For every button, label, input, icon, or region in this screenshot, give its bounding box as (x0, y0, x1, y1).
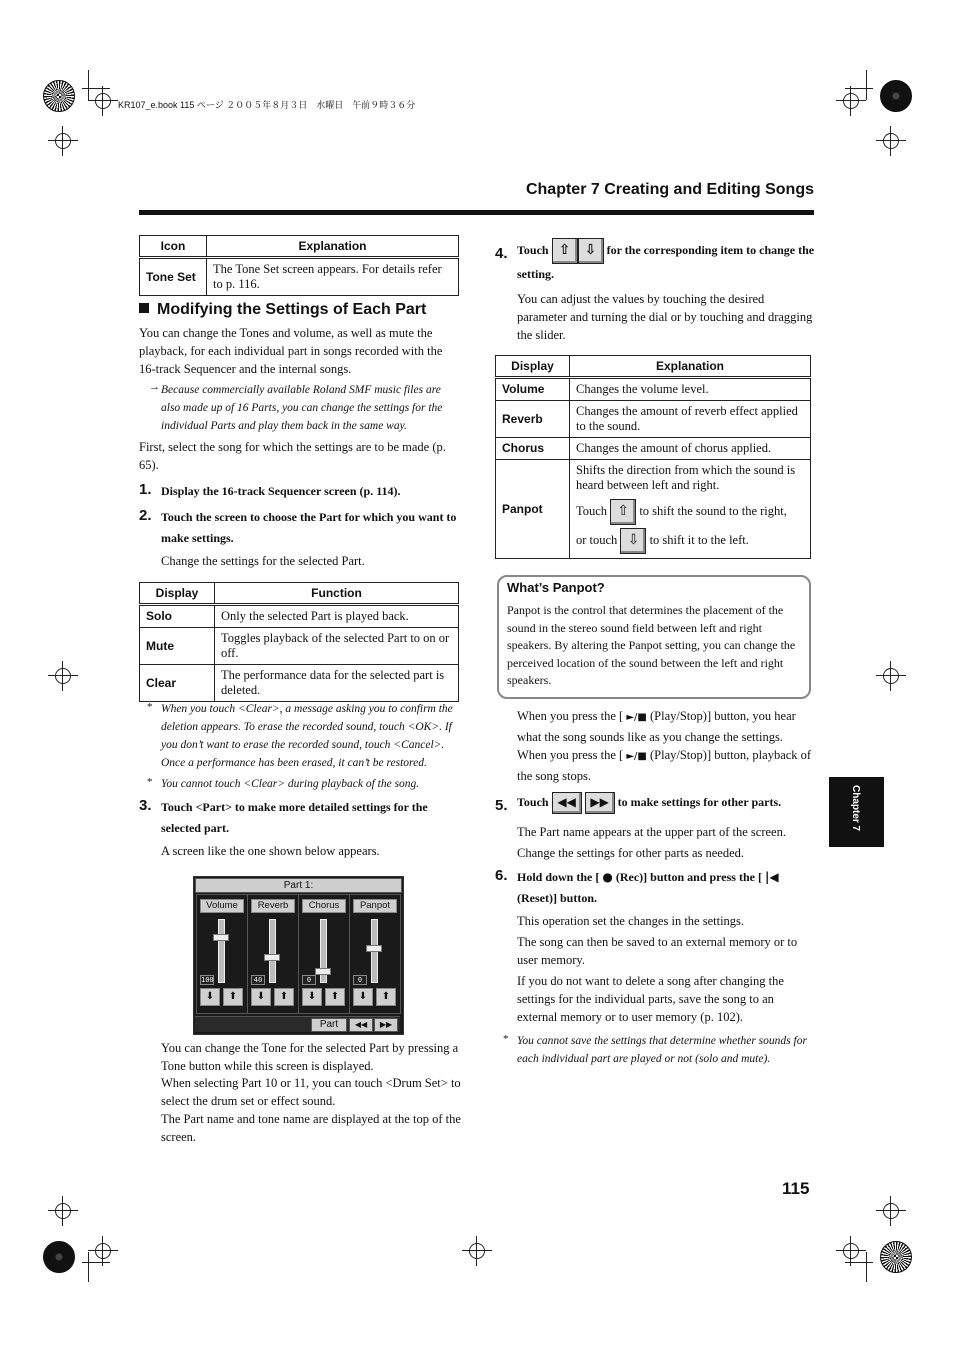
info-box-text: Panpot is the control that determines the placement of the sound in the stereo sound field between left and right speakers. By altering the Panpot setting, you can change the perceived location of the sound between the left and right speakers. (507, 603, 796, 687)
parameter-value: 100 (201, 976, 214, 984)
section-heading (139, 301, 469, 319)
step-sub: The song can then be saved to an external memory or to user memory. (517, 935, 798, 967)
slider-knob[interactable] (366, 945, 382, 952)
table-row (140, 258, 459, 296)
play-stop-icon: ►/■ (626, 751, 647, 762)
chapter-title: Chapter 7 Creating and Editing Songs (525, 181, 814, 198)
step-sub: This operation set the changes in the settings. (517, 914, 745, 928)
text: to shift it to the left. (649, 533, 749, 548)
table-row (496, 378, 811, 401)
up-arrow-icon[interactable]: ⬆ (376, 988, 396, 1006)
table-cell-key: Clear (140, 665, 215, 702)
explanation-table (495, 355, 811, 559)
table-cell-key: Mute (140, 628, 215, 665)
text: When you press the [ (517, 709, 624, 723)
step-text-part: for the corresponding item to change the setting. (517, 242, 815, 281)
panpot-info-box (497, 575, 811, 699)
table-row (496, 438, 811, 460)
parameter-button[interactable]: Volume (200, 899, 244, 913)
table-cell-text: The Tone Set screen appears. For details refer to p. 116. (207, 258, 459, 296)
crosshair-icon (55, 1203, 71, 1219)
crosshair-icon (843, 93, 859, 109)
step-sub: If you do not want to delete a song after changing the settings for the individual parts, save the song to an external memory or to user memory (p. 102). (517, 974, 784, 1024)
table-cell-key: Panpot (496, 460, 570, 559)
table-cell-text: Changes the amount of reverb effect applied to the sound. (570, 401, 811, 438)
up-arrow-icon[interactable]: ⬆ (325, 988, 345, 1006)
crosshair-icon (883, 1203, 899, 1219)
crosshair-icon (883, 668, 899, 684)
step-text-part: Touch (517, 242, 549, 257)
table-header: Display (496, 356, 570, 378)
down-arrow-icon: ⇩ (578, 238, 604, 264)
step-text: Touch <Part> to make more detailed settings for the selected part. (161, 800, 428, 835)
crosshair-icon (843, 1243, 859, 1259)
step-text (517, 238, 817, 285)
step-number: 1. (139, 481, 152, 498)
down-arrow-icon[interactable]: ⬇ (251, 988, 271, 1006)
step-sub: You can adjust the values by touching the desired parameter and turning the dial or by touching and dragging the slider. (517, 292, 813, 342)
crosshair-icon (55, 133, 71, 149)
step-text-part: Touch (517, 795, 549, 809)
step-text (517, 867, 813, 909)
after-screen-text: The Part name and tone name are displayed at the top of the screen. (161, 1112, 461, 1144)
text: (Play/Stop)] button, you hear what the song sounds like as you change the settings. When you press the [ (517, 709, 796, 762)
parameter-strip (196, 894, 248, 1014)
parameter-button[interactable]: Chorus (302, 899, 346, 913)
table-cell-key: Chorus (496, 438, 570, 460)
step-number: 2. (139, 507, 152, 524)
step-text-part: (Rec)] button and press the [ (615, 870, 762, 884)
table-cell-text: Changes the volume level. (570, 378, 811, 401)
slider-track[interactable] (218, 919, 225, 983)
up-arrow-icon[interactable]: ⬆ (274, 988, 294, 1006)
slider-track[interactable] (269, 919, 276, 983)
crosshair-icon (95, 93, 111, 109)
table-row (140, 628, 459, 665)
table-header: Function (215, 583, 459, 605)
step-text-part: Hold down the [ (517, 870, 600, 884)
step-text: Display the 16-track Sequencer screen (p. 114). (161, 484, 401, 498)
table-cell-text: The performance data for the selected part is deleted. (215, 665, 459, 702)
function-table (139, 582, 459, 702)
parameter-value: 0 (353, 975, 367, 985)
section-intro: You can change the Tones and volume, as well as mute the playback, for each individual part in songs recorded with the 16-track Sequencer and the internal songs. (139, 326, 443, 376)
after-screen-text: When selecting Part 10 or 11, you can touch <Drum Set> to select the drum set or effect sound. (161, 1076, 461, 1108)
section-title: Modifying the Settings of Each Part (157, 301, 427, 318)
asterisk-icon: * (147, 776, 153, 788)
step-sub: The Part name appears at the upper part of the screen. (517, 825, 786, 839)
registration-target-icon (880, 1241, 912, 1273)
play-stop-text (517, 707, 813, 785)
up-arrow-icon: ⇧ (552, 238, 578, 264)
crosshair-icon (883, 133, 899, 149)
crosshair-icon (469, 1243, 485, 1259)
table-cell-key: Reverb (496, 401, 570, 438)
final-note: You cannot save the settings that determine whether sounds for each individual part are played or not (solo and mute). (517, 1035, 807, 1065)
slider-knob[interactable] (264, 954, 280, 961)
parameter-strip (349, 894, 401, 1014)
step-number: 4. (495, 245, 508, 262)
asterisk-icon: * (147, 701, 153, 713)
arrow-note: Because commercially available Roland SMF music files are also made up of 16 Parts, you can change the settings for the individual Parts and play them back in the same way. (161, 384, 443, 432)
table-cell-text (570, 460, 811, 559)
parameter-button[interactable]: Panpot (353, 899, 397, 913)
arrow-icon: → (149, 381, 160, 393)
fast-forward-icon: ▶▶ (585, 792, 615, 814)
step-text (517, 792, 817, 814)
table-header: Display (140, 583, 215, 605)
step-sub: A screen like the one shown below appears. (161, 844, 380, 858)
page-number: 115 (782, 1179, 810, 1198)
step-sub: Change the settings for other parts as needed. (517, 846, 745, 860)
table-cell-text: Toggles playback of the selected Part to on or off. (215, 628, 459, 665)
header-rule (139, 210, 814, 215)
table-row (496, 401, 811, 438)
icon-table (139, 235, 459, 296)
table-cell-text: Only the selected Part is played back. (215, 605, 459, 628)
table-cell-text: Changes the amount of chorus applied. (570, 438, 811, 460)
side-tab-label: Chapter 7 (850, 785, 861, 832)
parameter-value: 40 (251, 975, 265, 985)
registration-target-icon (43, 80, 75, 112)
panpot-right-line (576, 497, 804, 525)
part-settings-screen (193, 876, 404, 1035)
record-icon: ● (602, 870, 613, 884)
panpot-line: Shifts the direction from which the sound is heard between left and right. (576, 463, 796, 492)
step-text-part: (Reset)] button. (517, 891, 597, 905)
parameter-button[interactable]: Reverb (251, 899, 295, 913)
note: You cannot touch <Clear> during playback of the song. (161, 778, 420, 790)
parameter-strip (298, 894, 350, 1014)
down-arrow-icon[interactable]: ⬇ (302, 988, 322, 1006)
previous-part-button[interactable]: ◀◀ (349, 1018, 373, 1032)
parameter-value: 0 (302, 975, 316, 985)
crosshair-icon (95, 1243, 111, 1259)
down-arrow-icon: ⇩ (620, 528, 646, 554)
after-screen-text: You can change the Tone for the selected Part by pressing a Tone button while this screen is displayed. (161, 1041, 459, 1073)
table-header: Explanation (570, 356, 811, 378)
registration-target-icon (880, 80, 912, 112)
crosshair-icon (55, 668, 71, 684)
screen-title-bar: Part 1: (195, 878, 402, 893)
slider-knob[interactable] (213, 934, 229, 941)
part-button[interactable]: Part (311, 1018, 347, 1032)
screen-bottom-bar (195, 1016, 400, 1032)
step-number: 6. (495, 867, 508, 884)
down-arrow-icon[interactable]: ⬇ (353, 988, 373, 1006)
step-text-part: to make settings for other parts. (617, 795, 782, 809)
slider-knob[interactable] (315, 968, 331, 975)
table-cell-key: Tone Set (140, 258, 207, 296)
panpot-left-line (576, 525, 804, 555)
play-stop-icon: ►/■ (626, 712, 647, 723)
asterisk-icon: * (503, 1033, 509, 1045)
step-sub: Change the settings for the selected Part. (161, 554, 365, 568)
text: Touch (576, 504, 608, 518)
down-arrow-icon[interactable]: ⬇ (200, 988, 220, 1006)
note: When you touch <Clear>, a message asking you to confirm the deletion appears. To erase the recorded sound, touch <OK>. If you don’t want to erase the recorded sound, touch <Cancel>. Once a performance has been erased, it can’t be restored. (161, 703, 453, 769)
step-number: 5. (495, 797, 508, 814)
table-row (496, 460, 811, 559)
step-text: Touch the screen to choose the Part for which you want to make settings. (161, 510, 457, 545)
up-arrow-icon: ⇧ (610, 499, 636, 525)
reset-icon: |◀ (764, 870, 779, 884)
registration-target-icon (43, 1241, 75, 1273)
side-tab (829, 777, 884, 847)
file-info-line: KR107_e.book 115 ページ ２００５年８月３日 水曜日 午前９時３６分 (118, 100, 416, 110)
rewind-icon: ◀◀ (552, 792, 582, 814)
next-part-button[interactable]: ▶▶ (374, 1018, 398, 1032)
text: or touch (576, 533, 618, 548)
table-row (140, 665, 459, 702)
text: (Play/Stop)] button, playback of the song stops. (517, 748, 812, 783)
table-header: Explanation (207, 236, 459, 258)
text: to shift the sound to the right, (639, 504, 787, 518)
parameter-strip (247, 894, 299, 1014)
up-arrow-icon[interactable]: ⬆ (223, 988, 243, 1006)
table-cell-key: Volume (496, 378, 570, 401)
table-header: Icon (140, 236, 207, 258)
step-number: 3. (139, 797, 152, 814)
first-instruction: First, select the song for which the settings are to be made (p. 65). (139, 440, 446, 472)
table-row (140, 605, 459, 628)
table-cell-key: Solo (140, 605, 215, 628)
square-bullet-icon (139, 303, 149, 313)
info-box-title: What’s Panpot? (507, 580, 605, 595)
